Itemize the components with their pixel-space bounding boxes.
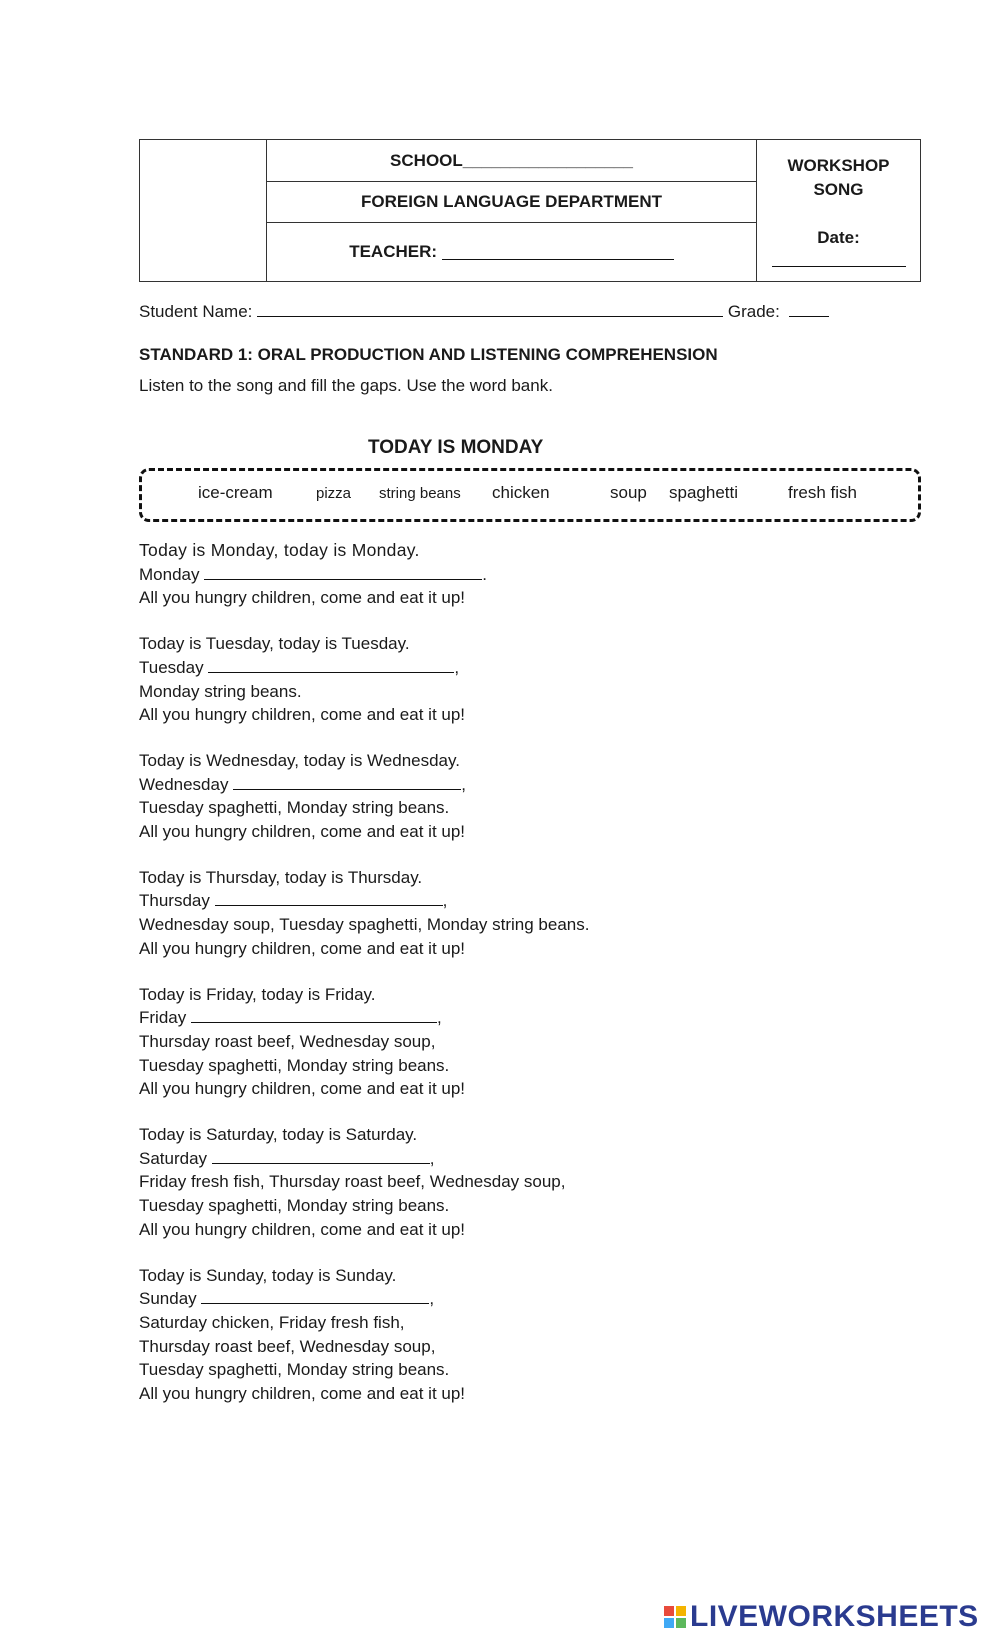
logo-cell	[140, 140, 267, 281]
date-label: Date:	[817, 228, 860, 247]
lyric-line: All you hungry children, come and eat it up!	[139, 705, 466, 725]
gap-input[interactable]	[212, 1149, 430, 1164]
gap-input[interactable]	[233, 775, 461, 790]
gap-line: Sunday ,	[139, 1289, 435, 1309]
stanza-sunday	[139, 1264, 589, 1406]
lyric-line: Wednesday soup, Tuesday spaghetti, Monday string beans.	[139, 915, 590, 935]
teacher-field[interactable]	[442, 245, 674, 260]
gap-line: Thursday ,	[139, 891, 448, 911]
stanza-opening: Today is Friday, today is Friday.	[139, 984, 376, 1004]
stanza-tuesday	[139, 632, 589, 727]
gap-input[interactable]	[204, 565, 482, 580]
lyric-line: All you hungry children, come and eat it up!	[139, 1219, 466, 1239]
lyric-line: Tuesday spaghetti, Monday string beans.	[139, 1055, 450, 1075]
header-center	[267, 140, 757, 281]
student-name-field[interactable]	[257, 302, 723, 317]
stanza-opening: Today is Thursday, today is Thursday.	[139, 867, 423, 887]
word-bank-item: ice-cream	[198, 483, 273, 502]
liveworksheets-logo	[664, 1600, 979, 1634]
lyric-line: All you hungry children, come and eat it up!	[139, 588, 466, 608]
stanza-opening: Today is Tuesday, today is Tuesday.	[139, 634, 410, 654]
stanza-wednesday	[139, 749, 589, 844]
gap-input[interactable]	[201, 1289, 429, 1304]
teacher-label: TEACHER:	[349, 242, 438, 261]
department-row	[267, 182, 756, 223]
word-bank	[139, 468, 921, 522]
lyric-line: Thursday roast beef, Wednesday soup,	[139, 1031, 436, 1051]
stanza-opening: Today is Sunday, today is Sunday.	[139, 1265, 397, 1285]
instruction-text: Listen to the song and fill the gaps. Use the word bank.	[139, 376, 553, 395]
word-bank-item: spaghetti	[669, 483, 738, 502]
lyric-line: Saturday chicken, Friday fresh fish,	[139, 1312, 405, 1332]
stanza-monday	[139, 539, 589, 610]
teacher-row	[267, 223, 756, 281]
lyric-line: Tuesday spaghetti, Monday string beans.	[139, 1360, 450, 1380]
workshop-label: WORKSHOP	[787, 156, 890, 175]
header-table	[139, 139, 921, 282]
grade-label: Grade:	[727, 302, 780, 321]
department-title: FOREIGN LANGUAGE DEPARTMENT	[361, 192, 662, 211]
gap-line: Tuesday ,	[139, 657, 460, 677]
stanza-opening: Today is Saturday, today is Saturday.	[139, 1125, 418, 1145]
standard-heading: STANDARD 1: ORAL PRODUCTION AND LISTENING COMPREHENSION	[139, 345, 718, 364]
gap-input[interactable]	[191, 1008, 437, 1023]
lyric-line: All you hungry children, come and eat it up!	[139, 822, 466, 842]
word-bank-item: string beans	[379, 485, 461, 502]
gap-line: Monday .	[139, 564, 487, 584]
gap-line: Friday ,	[139, 1008, 442, 1028]
lyric-line: Thursday roast beef, Wednesday soup,	[139, 1336, 436, 1356]
word-bank-item: chicken	[492, 483, 550, 502]
stanza-friday	[139, 983, 589, 1102]
song-label: SONG	[813, 180, 864, 199]
header-right	[757, 140, 920, 281]
lyric-line: Monday string beans.	[139, 681, 302, 701]
school-row	[267, 140, 756, 182]
stanza-thursday	[139, 866, 589, 961]
lyric-line: Tuesday spaghetti, Monday string beans.	[139, 1196, 450, 1216]
lyric-line: Friday fresh fish, Thursday roast beef, Wednesday soup,	[139, 1172, 566, 1192]
lyric-line: All you hungry children, come and eat it up!	[139, 1079, 466, 1099]
student-line	[139, 302, 829, 322]
brand-blocks-icon	[664, 1606, 686, 1628]
song-lyrics	[139, 539, 589, 1428]
gap-line: Saturday ,	[139, 1148, 435, 1168]
lyric-line: Tuesday spaghetti, Monday string beans.	[139, 798, 450, 818]
gap-input[interactable]	[208, 658, 454, 673]
stanza-opening: Today is Wednesday, today is Wednesday.	[139, 750, 460, 770]
brand-name: LIVEWORKSHEETS	[690, 1600, 979, 1633]
student-name-label: Student Name:	[139, 302, 253, 321]
school-label: SCHOOL__________________	[390, 150, 633, 170]
date-field[interactable]	[772, 252, 906, 267]
word-bank-item: fresh fish	[788, 483, 857, 502]
stanza-saturday	[139, 1123, 589, 1242]
stanza-opening: Today is Monday, today is Monday.	[139, 540, 420, 560]
lyric-line: All you hungry children, come and eat it up!	[139, 938, 466, 958]
lyric-line: All you hungry children, come and eat it up!	[139, 1384, 466, 1404]
gap-line: Wednesday ,	[139, 774, 466, 794]
gap-input[interactable]	[215, 891, 443, 906]
word-bank-item: pizza	[316, 485, 352, 502]
song-title: TODAY IS MONDAY	[368, 437, 544, 458]
word-bank-item: soup	[610, 483, 647, 502]
grade-field[interactable]	[789, 302, 829, 317]
